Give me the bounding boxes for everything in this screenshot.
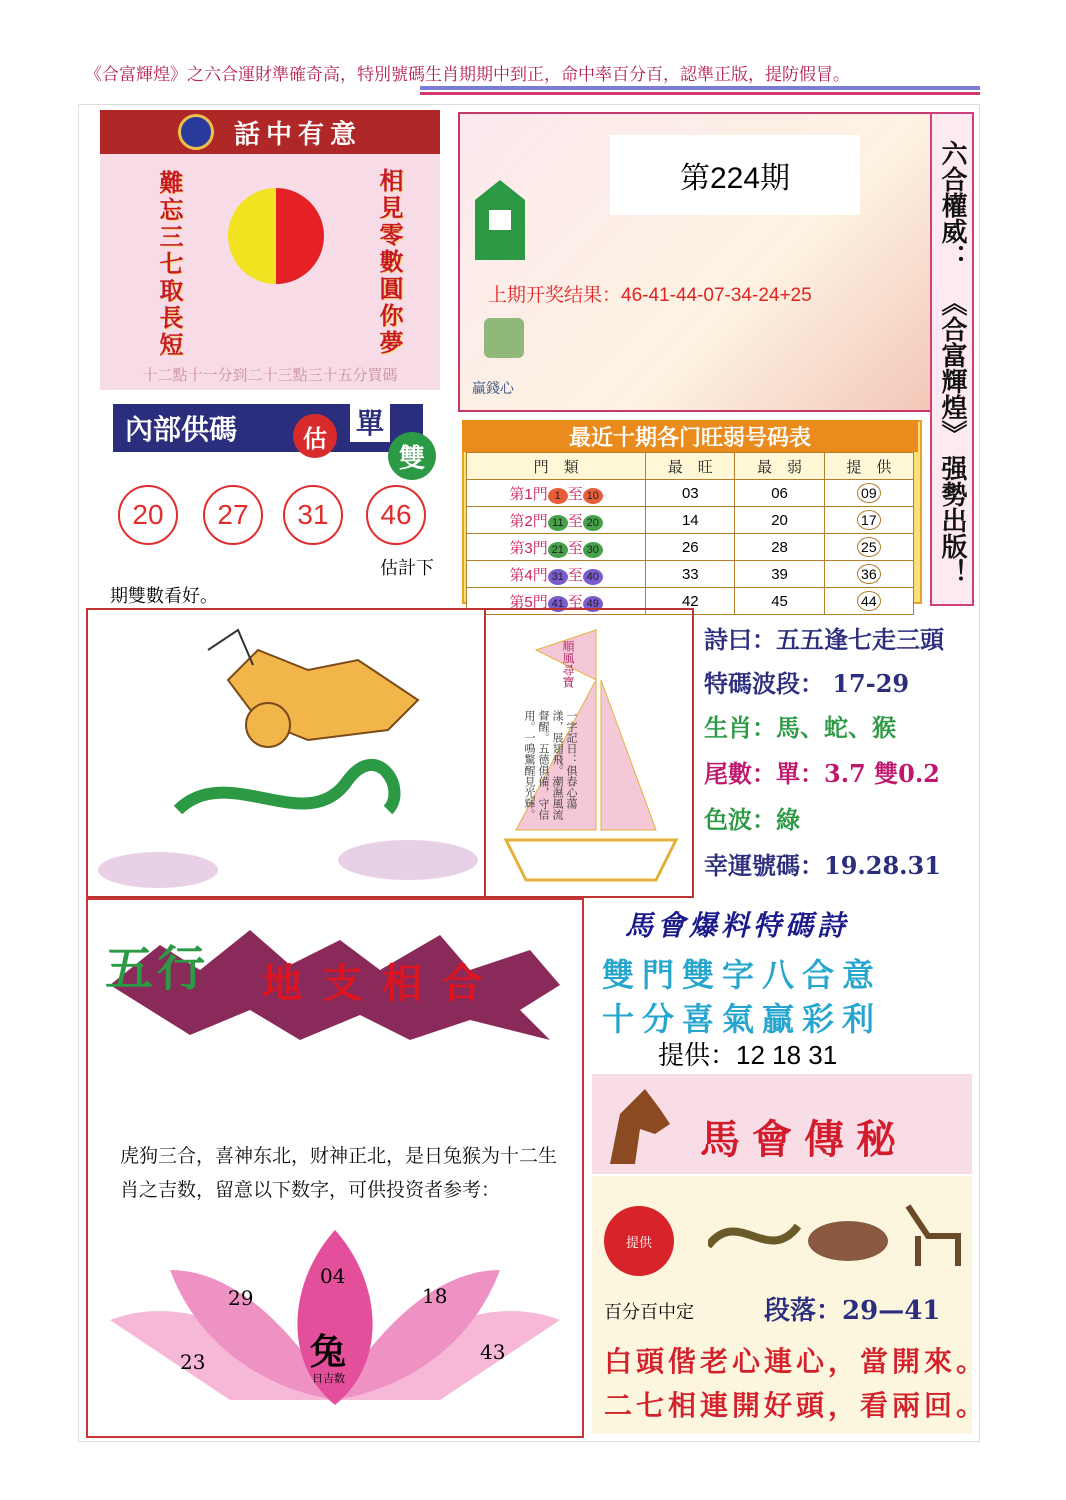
header-stripe-red xyxy=(420,92,980,95)
to-char: 至 xyxy=(567,566,583,584)
door-label: 第1門 xyxy=(509,485,548,503)
ship-text: 一字記日：俱春心蕩漾，展翅飛。潮濕風流督醒。五德俱備，守信用。一鳴驚醒見光輝。 xyxy=(523,710,578,820)
supply-number: 31 xyxy=(283,485,343,545)
wave-line: 特碼波段： 17-29 xyxy=(704,669,910,698)
lotus-number: 23 xyxy=(180,1350,206,1374)
side-line2: 《合富輝煌》 xyxy=(937,290,967,446)
wuxing-title-a: 五行 xyxy=(105,941,210,997)
to-char: 至 xyxy=(567,539,583,557)
cell-pick: 25 xyxy=(857,537,881,557)
proverb-title: 話中有意 xyxy=(100,110,440,154)
table-row xyxy=(467,534,914,561)
ship-illustration xyxy=(484,608,694,898)
table-header: 提 供 xyxy=(824,453,913,480)
yin-yang-icon xyxy=(228,188,324,284)
cell-pick: 17 xyxy=(857,510,881,530)
door-from: 21 xyxy=(548,542,568,558)
poem-box-title: 馬會爆料特碼詩 xyxy=(625,910,850,941)
supply-number: 27 xyxy=(203,485,263,545)
lotus-sub: 日吉数 xyxy=(312,1373,345,1385)
table-header: 最 旺 xyxy=(646,453,735,480)
poem-line: 詩曰：五五逢七走三頭 xyxy=(704,625,944,654)
ship-flag: 順風尋寶 xyxy=(561,640,575,688)
cell-hot: 03 xyxy=(646,480,735,507)
wuxing-title-b: 地支相合 xyxy=(262,960,502,1007)
cell-hot: 42 xyxy=(646,588,735,615)
sure-text: 百分百中定 xyxy=(604,1302,694,1322)
poem-provide: 提供：12 18 31 xyxy=(658,1040,838,1070)
cell-hot: 33 xyxy=(646,561,735,588)
lotus-number: 43 xyxy=(480,1340,506,1364)
cell-hot: 26 xyxy=(646,534,735,561)
lotus-number: 29 xyxy=(228,1286,254,1310)
proverb-footer: 十二點十一分到二十三點三十五分買碼 xyxy=(142,366,398,384)
door-from: 1 xyxy=(548,488,568,504)
supply-note-right: 估計下 xyxy=(380,558,434,578)
lucky-line: 幸運號碼：19.28.31 xyxy=(704,851,941,880)
door-from: 11 xyxy=(548,515,568,531)
proverb-right: 相見零數圓你夢 xyxy=(375,168,404,357)
side-line3: 强勢出版！ xyxy=(937,455,967,585)
supply-number: 46 xyxy=(366,485,426,545)
door-label: 第3門 xyxy=(509,539,548,557)
proverb-left: 難忘三七取長短 xyxy=(155,170,184,359)
header-tagline: 《合富輝煌》之六合運財準確奇高，特別號碼生肖期期中到正，命中率百分百，認準正版，提防假冒。 xyxy=(85,65,850,85)
money-icon xyxy=(484,318,524,358)
zodiac-animals-icon xyxy=(708,1196,968,1276)
logo-icon xyxy=(178,114,214,150)
door-from: 31 xyxy=(548,569,568,585)
cell-pick: 44 xyxy=(857,591,881,611)
door-table-title: 最近十期各门旺弱号码表 xyxy=(462,420,918,452)
poem-box-line2: 十分喜氣贏彩利 xyxy=(602,1000,883,1038)
issue-number: 第224期 xyxy=(610,135,860,215)
horse-line2: 二七相連開好頭，看兩回。 xyxy=(604,1389,989,1422)
badge-dan: 單 xyxy=(350,402,390,442)
supply-number: 20 xyxy=(118,485,178,545)
lotus-graphic xyxy=(110,1230,560,1420)
cell-pick: 36 xyxy=(857,564,881,584)
horse-line1: 白頭偕老心連心，當開來。 xyxy=(604,1345,989,1378)
to-char: 至 xyxy=(567,512,583,530)
stamp: 提供 xyxy=(604,1206,674,1276)
forecast-panel xyxy=(692,608,972,894)
table-row xyxy=(467,561,914,588)
last-result: 上期开奖结果：46-41-44-07-34-24+25 xyxy=(488,285,812,306)
header-stripe xyxy=(420,86,980,90)
supply-title: 內部供碼 xyxy=(113,404,423,452)
table-row xyxy=(467,480,914,507)
door-label: 第4門 xyxy=(509,566,548,584)
supply-note-bottom: 期雙數看好。 xyxy=(110,586,218,606)
brand-logo-icon xyxy=(475,180,525,260)
poem-box-line1: 雙門雙字八合意 xyxy=(602,956,883,994)
zodiac-line: 生肖：馬、蛇、猴 xyxy=(704,713,896,742)
cell-cold: 06 xyxy=(735,480,824,507)
table-header: 門 類 xyxy=(467,453,646,480)
to-char: 至 xyxy=(567,485,583,503)
segment: 段落：29—41 xyxy=(764,1296,941,1326)
door-to: 20 xyxy=(583,515,603,531)
side-line1: 六合權威： xyxy=(937,140,967,270)
table-row xyxy=(467,507,914,534)
cell-hot: 14 xyxy=(646,507,735,534)
cell-cold: 39 xyxy=(735,561,824,588)
door-label: 第2門 xyxy=(509,512,548,530)
badge-shuang: 雙 xyxy=(388,432,436,480)
tiger-snake-illustration xyxy=(86,608,486,898)
door-to: 40 xyxy=(583,569,603,585)
lotus-number: 18 xyxy=(422,1284,448,1308)
horse-title: 馬會傳秘 xyxy=(700,1116,908,1163)
badge-gu: 估 xyxy=(293,414,337,458)
door-to: 30 xyxy=(583,542,603,558)
cell-pick: 09 xyxy=(857,483,881,503)
issue-corner-text: 贏錢心 xyxy=(472,381,514,397)
door-label: 第5門 xyxy=(509,593,548,611)
door-to: 10 xyxy=(583,488,603,504)
door-table xyxy=(466,452,914,615)
lotus-number: 04 xyxy=(320,1264,346,1288)
cell-cold: 28 xyxy=(735,534,824,561)
door-from: 41 xyxy=(548,596,568,612)
door-to: 49 xyxy=(583,596,603,612)
horse-icon xyxy=(600,1084,672,1164)
color-line: 色波：綠 xyxy=(704,805,800,834)
table-header: 最 弱 xyxy=(735,453,824,480)
lotus-center: 兔 xyxy=(310,1331,347,1373)
tail-line: 尾數：單：3.7 雙0.2 xyxy=(704,759,940,788)
to-char: 至 xyxy=(567,593,583,611)
cell-cold: 45 xyxy=(735,588,824,615)
wuxing-body: 虎狗三合，喜神东北，财神正北，是日兔猴为十二生肖之吉数，留意以下数字，可供投资者参考： xyxy=(120,1146,558,1201)
cell-cold: 20 xyxy=(735,507,824,534)
